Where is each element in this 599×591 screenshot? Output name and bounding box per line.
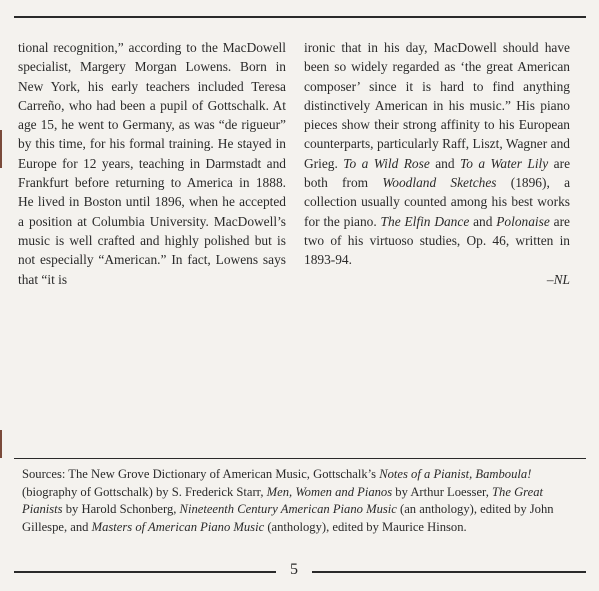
text-run: and bbox=[469, 213, 497, 229]
sources-note bbox=[22, 466, 582, 536]
author-signature: –NL bbox=[546, 271, 570, 287]
book-title: Masters of American Piano Music bbox=[91, 519, 265, 534]
binding-edge-mark bbox=[0, 430, 2, 458]
book-title: Notes of a Pianist, Bamboula! bbox=[379, 467, 532, 481]
text-run: (biography of Gottschalk) by S. Frederick Starr, bbox=[22, 484, 267, 499]
page-number: 5 bbox=[290, 561, 298, 578]
text-run: Sources: The New Grove Dictionary of American Music, Gottschalk’s bbox=[22, 467, 380, 481]
footer-rule-right bbox=[312, 571, 586, 573]
text-run: (anthology), edited by Maurice Hinson. bbox=[264, 519, 467, 534]
text-run: are two of his virtuoso studies, Op. 46, written in 1893-94. bbox=[304, 213, 570, 268]
text-run: and bbox=[429, 155, 460, 171]
sources-divider bbox=[14, 458, 586, 459]
work-title: To a Water Lily bbox=[459, 155, 549, 171]
work-title: Woodland Sketches bbox=[382, 175, 497, 191]
book-title: Men, Women and Pianos bbox=[266, 484, 393, 499]
book-title: The Great Pianists bbox=[22, 484, 543, 517]
work-title: The Elfin Dance bbox=[380, 213, 470, 229]
left-column bbox=[18, 38, 286, 289]
text-run: (1896), a collection usually counted among his best works for the piano. bbox=[304, 175, 571, 229]
left-column-paragraph: tional recognition,” according to the MacDowell specialist, Margery Morgan Lowens. Born in New York, his early teachers included Teresa Carreño, who had been a pupil of Gottschalk. At age 15, he went to Germany, as was “de rigueur” by this time, for his formal training. He stayed in Europe for 12 years, teaching in Darmstadt and Frankfurt before returning to America in 1888. He lived in Boston until 1896, when he accepted a position at Columbia University. MacDowell’s music is well crafted and highly polished but is not especially “American.” In fact, Lowens says that “it is bbox=[18, 40, 286, 287]
work-title: Polonaise bbox=[496, 213, 550, 229]
text-run: are both from bbox=[304, 155, 571, 191]
right-column bbox=[304, 38, 570, 289]
binding-edge-mark bbox=[0, 130, 2, 168]
footer-rule-left bbox=[14, 571, 276, 573]
text-run: by Harold Schonberg, bbox=[62, 502, 180, 517]
book-title: Nineteenth Century American Piano Music bbox=[179, 502, 397, 517]
text-run: (an anthology), edited by John Gillespe, and bbox=[22, 502, 554, 534]
right-column-paragraph bbox=[304, 38, 570, 270]
text-run: ironic that in his day, MacDowell should have been so widely regarded as ‘the great American composer’ since it is hard to find anything distinctively American in his music.” His piano pieces show their strong affinity to his European counterparts, particularly Raff, Liszt, Wagner and Grieg. bbox=[304, 40, 570, 171]
work-title: To a Wild Rose bbox=[343, 155, 430, 171]
top-rule bbox=[14, 16, 586, 18]
text-run: by Arthur Loesser, bbox=[392, 484, 493, 499]
